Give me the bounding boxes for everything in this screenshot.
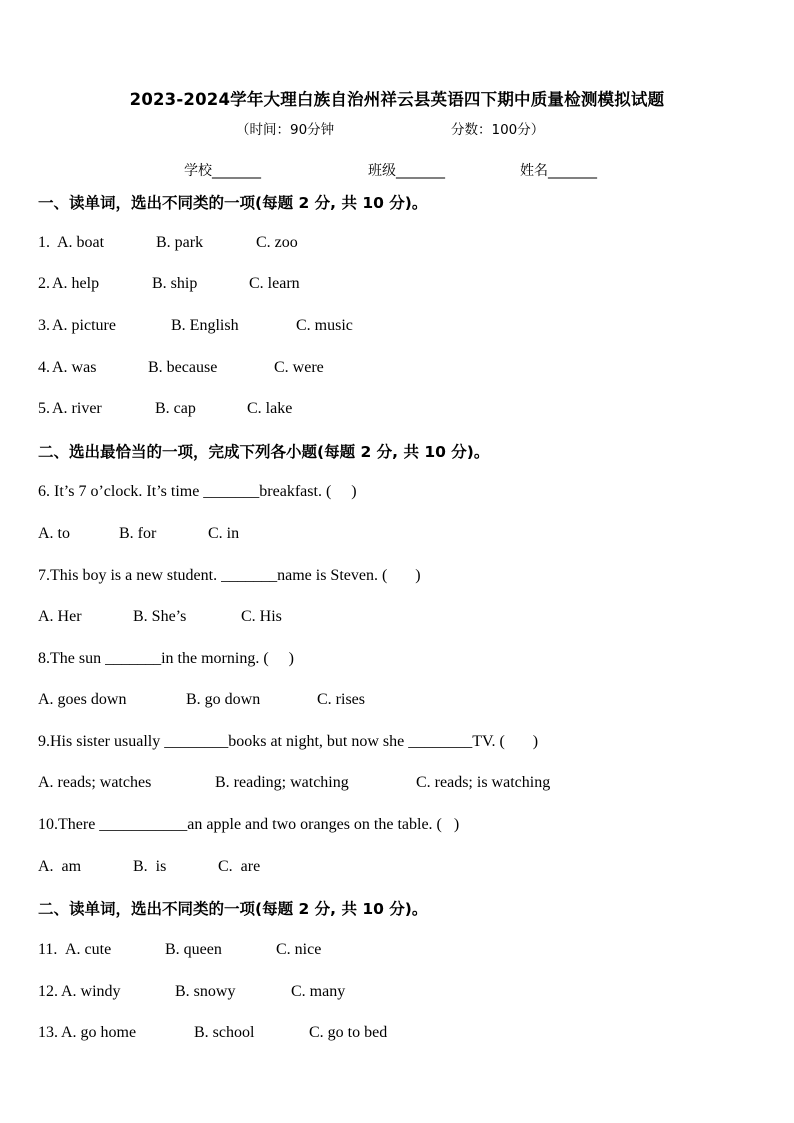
option-c: C. rises bbox=[317, 691, 365, 708]
option-b: B. queen bbox=[165, 941, 222, 958]
option-a: A. Her bbox=[38, 608, 82, 625]
question-stem: 6. It’s 7 o’clock. It’s time _______breakfast. ( ) bbox=[38, 483, 357, 500]
option-a: A. am bbox=[38, 858, 82, 875]
option-a: A. help bbox=[52, 275, 100, 292]
section-heading-3: 二、读单词，选出不同类的一项(每题 2 分, 共 10 分)。 bbox=[38, 900, 428, 918]
option-a: A. picture bbox=[52, 317, 116, 334]
school-field: 学校_______ bbox=[184, 163, 261, 179]
option-b: B. because bbox=[148, 359, 218, 376]
option-a: A. boat bbox=[57, 234, 105, 251]
score-info: 分数：100分） bbox=[451, 122, 545, 138]
question-number: 5. bbox=[38, 400, 50, 417]
question-number: 12. bbox=[38, 983, 58, 1000]
option-c: C. go to bed bbox=[309, 1024, 388, 1041]
name-field: 姓名_______ bbox=[520, 163, 597, 179]
option-b: B. for bbox=[119, 525, 157, 542]
question-number: 11. bbox=[38, 941, 58, 958]
section-heading-2: 二、选出最恰当的一项，完成下列各小题(每题 2 分, 共 10 分)。 bbox=[38, 443, 490, 461]
option-b: B. ship bbox=[152, 275, 198, 292]
option-c: C. music bbox=[296, 317, 353, 334]
option-c: C. His bbox=[241, 608, 282, 625]
option-a: A. goes down bbox=[38, 691, 127, 708]
question-number: 3. bbox=[38, 317, 50, 334]
option-c: C. zoo bbox=[256, 234, 298, 251]
option-b: B. park bbox=[156, 234, 204, 251]
option-a: A. cute bbox=[65, 941, 112, 958]
option-b: B. is bbox=[133, 858, 167, 875]
option-b: B. English bbox=[171, 317, 239, 334]
option-c: C. many bbox=[291, 983, 346, 1000]
option-b: B. reading; watching bbox=[215, 774, 349, 791]
option-b: B. snowy bbox=[175, 983, 236, 1000]
option-b: B. school bbox=[194, 1024, 255, 1041]
option-c: C. are bbox=[218, 858, 261, 875]
question-number: 13. bbox=[38, 1024, 58, 1041]
question-stem: 8.The sun _______in the morning. ( ) bbox=[38, 650, 294, 667]
question-number: 4. bbox=[38, 359, 50, 376]
section-heading-1: 一、读单词，选出不同类的一项(每题 2 分, 共 10 分)。 bbox=[38, 194, 428, 212]
option-c: C. reads; is watching bbox=[416, 774, 551, 791]
time-info: （时间：90分钟 bbox=[236, 122, 335, 138]
option-b: B. go down bbox=[186, 691, 261, 708]
option-a: A. to bbox=[38, 525, 70, 542]
option-a: A. go home bbox=[61, 1024, 137, 1041]
option-a: A. was bbox=[52, 359, 97, 376]
option-c: C. lake bbox=[247, 400, 293, 417]
question-stem: 7.This boy is a new student. _______name is Steven. ( ) bbox=[38, 567, 421, 584]
option-c: C. learn bbox=[249, 275, 300, 292]
option-a: A. windy bbox=[61, 983, 121, 1000]
option-b: B. She’s bbox=[133, 608, 187, 625]
page-title: 2023-2024学年大理白族自治州祥云县英语四下期中质量检测模拟试题 bbox=[129, 90, 665, 109]
option-c: C. in bbox=[208, 525, 240, 542]
question-stem: 10.There ___________an apple and two oranges on the table. ( ) bbox=[38, 816, 460, 833]
question-number: 1. bbox=[38, 234, 50, 251]
option-b: B. cap bbox=[155, 400, 196, 417]
option-c: C. were bbox=[274, 359, 324, 376]
question-stem: 9.His sister usually ________books at night, but now she ________TV. ( ) bbox=[38, 733, 539, 750]
option-a: A. reads; watches bbox=[38, 774, 152, 791]
option-c: C. nice bbox=[276, 941, 322, 958]
class-field: 班级_______ bbox=[368, 163, 445, 179]
option-a: A. river bbox=[52, 400, 102, 417]
question-number: 2. bbox=[38, 275, 50, 292]
